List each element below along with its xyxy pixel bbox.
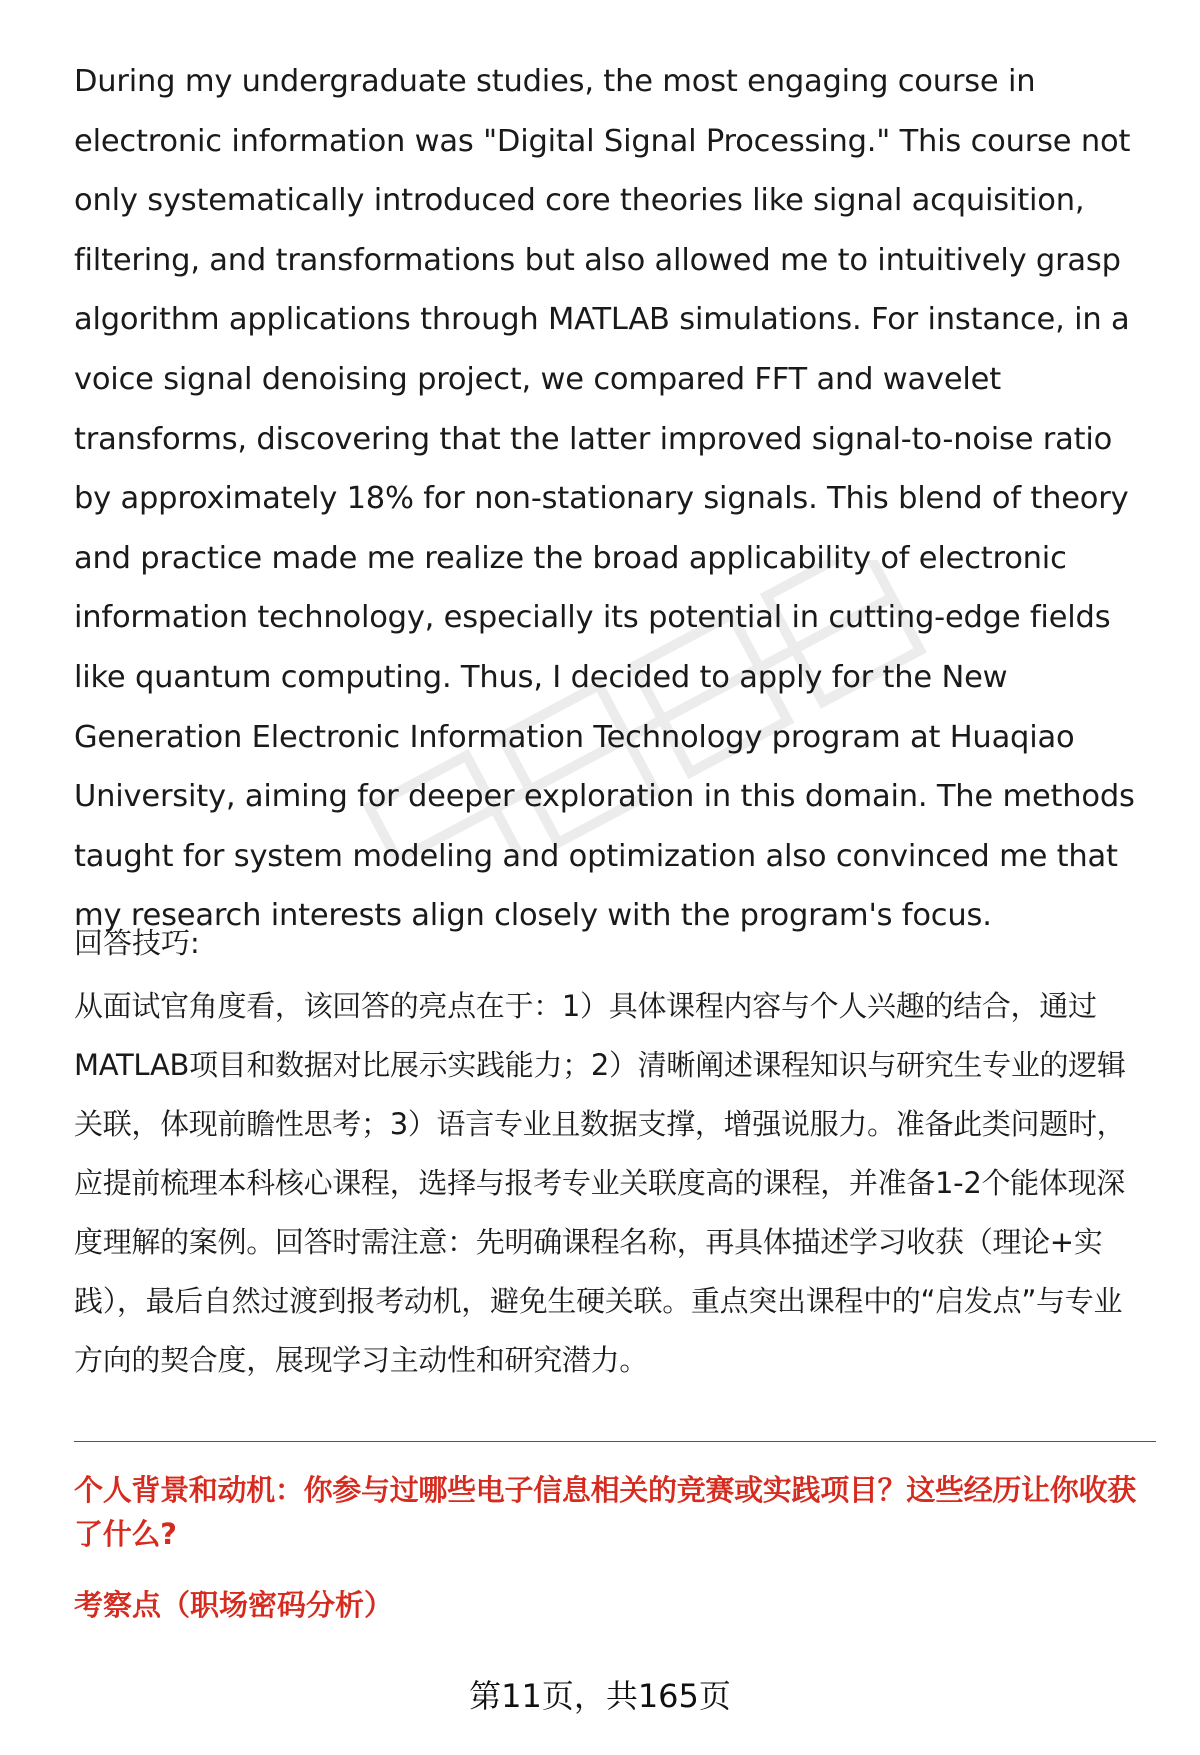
section-divider [74,1441,1156,1442]
answer-paragraph: During my undergraduate studies, the most engaging course in electronic information was "Digital Signal Processing." This course not only systematically introduced core theories like signal acquisition, filtering, and transformations but also allowed me to intuitively grasp algorithm applications through MATLAB simulations. For instance, in a voice signal denoising project, we compared FFT and wavelet transforms, discovering that the latter improved signal-to-noise ratio by approximately 18% for non-stationary signals. This blend of theory and practice made me realize the broad applicability of electronic information technology, especially its potential in cutting-edge fields like quantum computing. Thus, I decided to apply for the New Generation Electronic Information Technology program at Huaqiao University, aiming for deeper exploration in this domain. The methods taught for system modeling and optimization also convinced me that my research interests align closely with the program's focus. [74,64,1135,934]
tips-paragraph: 从面试官角度看，该回答的亮点在于：1）具体课程内容与个人兴趣的结合，通过MATLAB项目和数据对比展示实践能力；2）清晰阐述课程知识与研究生专业的逻辑关联，体现前瞻性思考；3）语言专业且数据支撑，增强说服力。准备此类问题时，应提前梳理本科核心课程，选择与报考专业关联度高的课程，并准备1-2个能体现深度理解的案例。回答时需注意：先明确课程名称，再具体描述学习收获（理论+实践），最后自然过渡到报考动机，避免生硬关联。重点突出课程中的“启发点”与专业方向的契合度，展现学习主动性和研究潜力。 [74,989,1126,1377]
assessment-subheading: 考察点（职场密码分析） [74,1588,394,1622]
tips-heading: 回答技巧: [74,926,200,960]
question-heading: 个人背景和动机：你参与过哪些电子信息相关的竞赛或实践项目？这些经历让你收获了什么? [74,1473,1136,1551]
page-number: 第11页，共165页 [469,1677,731,1715]
